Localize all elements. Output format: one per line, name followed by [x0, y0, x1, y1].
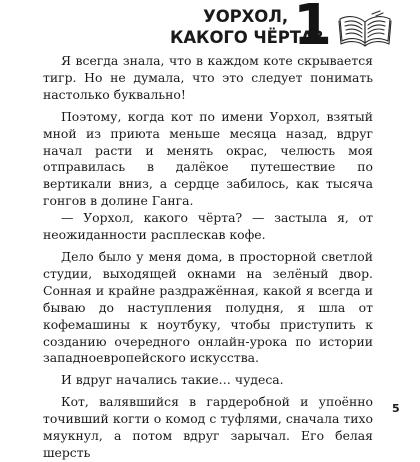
- page-number: 5: [392, 402, 400, 415]
- chapter-body-text: [43, 53, 373, 462]
- paragraph: Поэтому, когда кот по имени Уорхол, взятый мной из приюта меньше месяца назад, вдруг начал расти и менять окрас, челюсть моя отправилась в далёкое путешествие по вертикали вниз, а сердце забилось, как тысяча гонгов в долине Ганга.: [43, 108, 373, 209]
- paragraph: Дело было у меня дома, в просторной светлой студии, выходящей окнами на зелёный двор. Сонная и крайне раздражённая, какой я всегда и бываю до наступления полудня, я шла от кофемашины к ноутбуку, чтобы приступить к созданию очередного онлайн-урока по истории западноевропейского искусства.: [43, 248, 373, 366]
- open-book-icon: [336, 10, 394, 50]
- paragraph: Я всегда знала, что в каждом коте скрывается тигр. Но не думала, что это следует понимать настолько буквально!: [43, 53, 373, 102]
- paragraph: Кот, валявшийся в гардеробной и упоённо точивший когти о комод с туфлями, сначала тихо мяукнул, а потом вдруг зарычал. Его белая шерсть: [43, 394, 373, 460]
- chapter-title: [170, 6, 324, 48]
- paragraph: И вдруг начались такие… чудеса.: [61, 372, 284, 388]
- chapter-title-line-1: УОРХОЛ,: [203, 7, 288, 26]
- chapter-title-line-2: КАКОГО ЧЁРТА?: [170, 28, 324, 47]
- chapter-number: 1: [293, 0, 332, 58]
- paragraph: — Уорхол, какого чёрта? — застыла я, от неожиданности расплескав кофе.: [43, 210, 373, 243]
